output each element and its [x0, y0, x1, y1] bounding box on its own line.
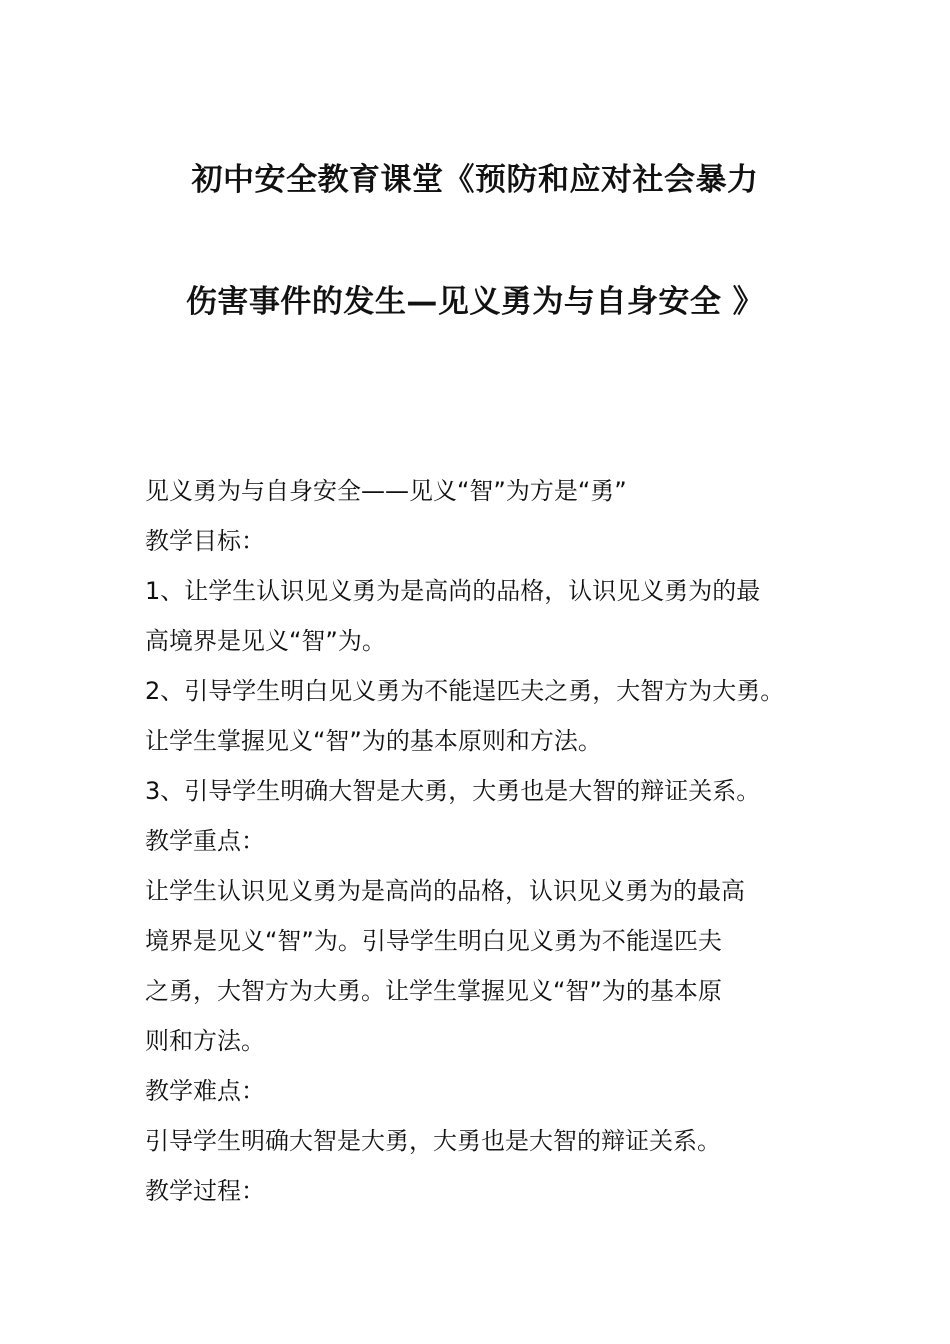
document-body [145, 466, 815, 1216]
document-title [80, 150, 870, 394]
paragraph-line: 境界是见义“智”为。引导学生明白见义勇为不能逞匹夫 [145, 927, 722, 955]
section-heading-objectives: 教学目标： [145, 527, 265, 555]
paragraph-line: 之勇，大智方为大勇。让学生掌握见义“智”为的基本原 [145, 977, 722, 1005]
paragraph-line: 2、引导学生明白见义勇为不能逞匹夫之勇，大智方为大勇。 [145, 677, 785, 705]
section-heading-difficulties: 教学难点： [145, 1077, 265, 1105]
paragraph-line: 1、让学生认识见义勇为是高尚的品格，认识见义勇为的最 [145, 577, 761, 605]
paragraph-line: 3、引导学生明确大智是大勇，大勇也是大智的辩证关系。 [145, 777, 761, 805]
section-heading-key-points: 教学重点： [145, 827, 265, 855]
section-heading-process: 教学过程： [145, 1177, 265, 1205]
paragraph-line: 引导学生明确大智是大勇，大勇也是大智的辩证关系。 [145, 1127, 721, 1155]
paragraph-line: 让学生认识见义勇为是高尚的品格，认识见义勇为的最高 [145, 877, 745, 905]
title-line-1: 初中安全教育课堂《预防和应对社会暴力 [191, 162, 759, 198]
paragraph-line: 让学生掌握见义“智”为的基本原则和方法。 [145, 727, 602, 755]
title-line-2: 伤害事件的发生—见义勇为与自身安全 》 [185, 284, 765, 320]
paragraph-line: 则和方法。 [145, 1027, 265, 1055]
subtitle-line: 见义勇为与自身安全——见义“智”为方是“勇” [145, 477, 627, 505]
paragraph-line: 高境界是见义“智”为。 [145, 627, 386, 655]
